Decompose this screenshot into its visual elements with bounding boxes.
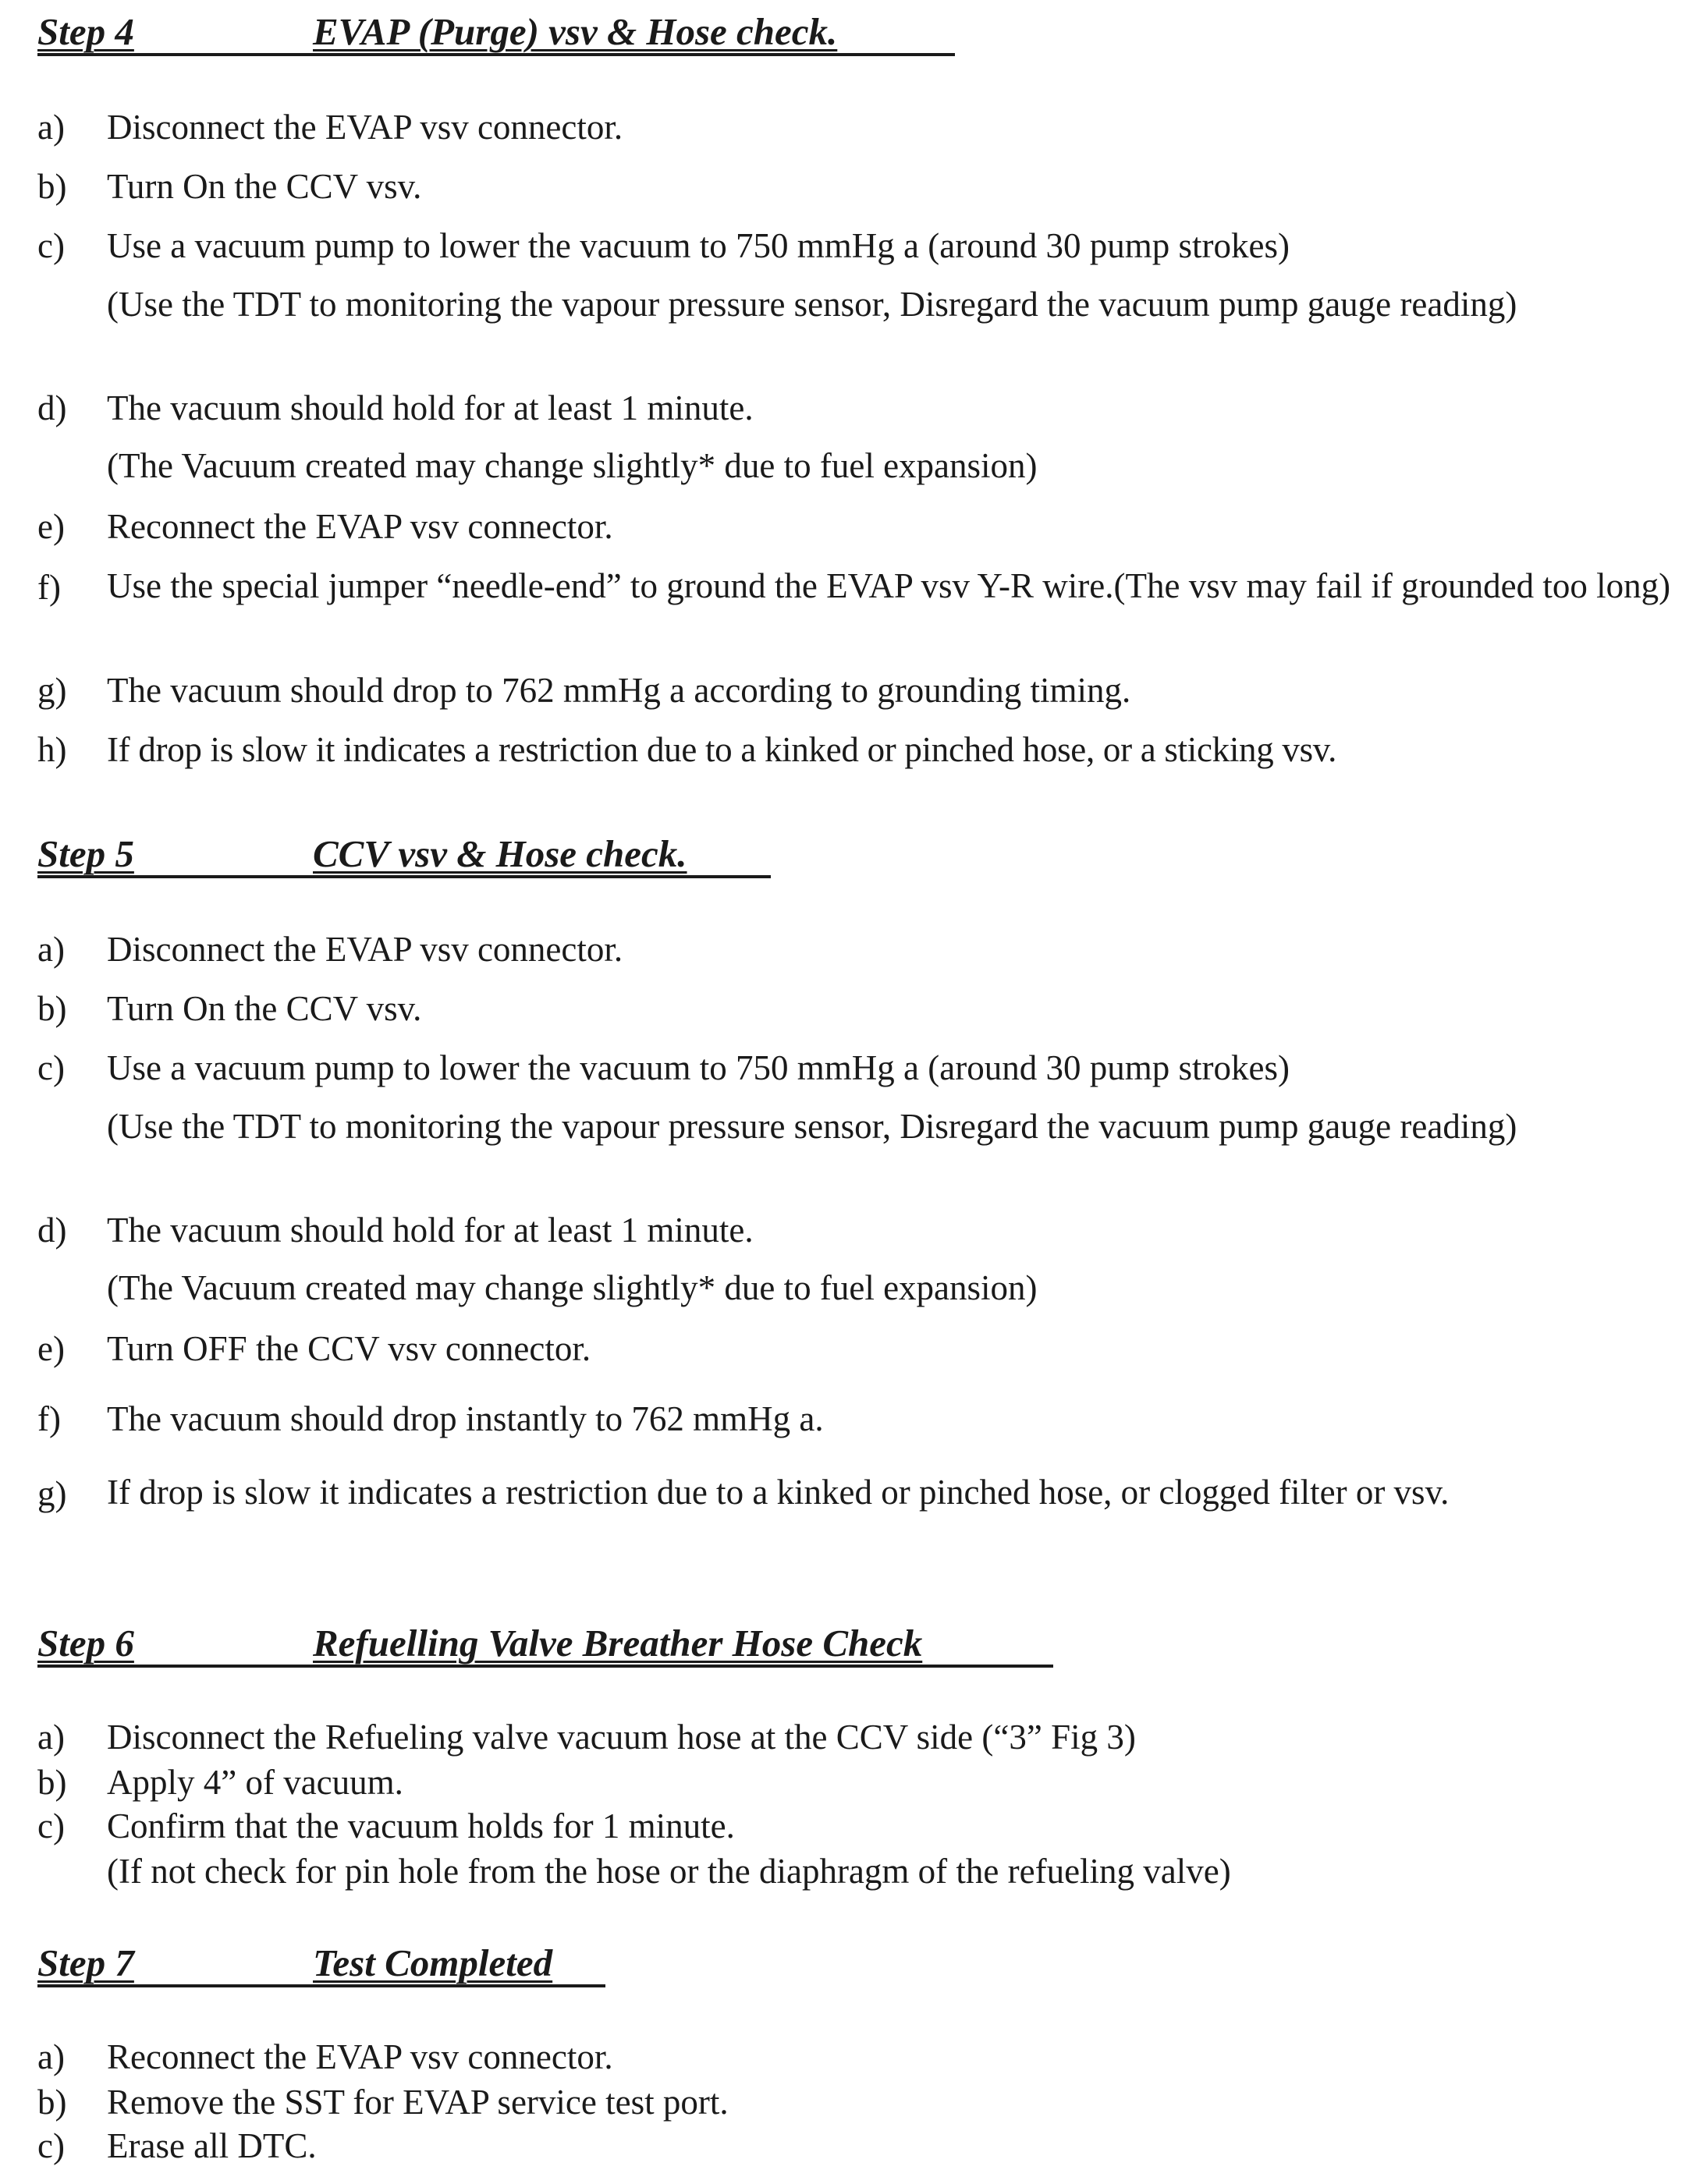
heading-underline	[37, 1984, 605, 1987]
item-text: Turn On the CCV vsv.	[107, 989, 422, 1028]
step-number: Step 5	[37, 832, 134, 875]
step-5-item-d	[37, 1207, 1684, 1310]
step-4-item-d	[37, 385, 1684, 488]
step-5-item-f	[37, 1396, 1684, 1441]
item-letter: c)	[37, 226, 65, 265]
item-text: The vacuum should drop instantly to 762 mmHg a.	[107, 1399, 824, 1438]
step-4-item-f	[37, 565, 1684, 607]
step-5-heading	[37, 828, 1130, 880]
step-7-heading	[37, 1938, 1130, 1989]
item-letter: a)	[37, 108, 65, 147]
item-text	[107, 1207, 1684, 1310]
step-7-item-b	[37, 2079, 1684, 2125]
item-letter: c)	[37, 1806, 65, 1845]
step-title: Refuelling Valve Breather Hose Check	[313, 1622, 923, 1665]
item-letter: h)	[37, 730, 67, 769]
step-4-item-a	[37, 105, 1684, 150]
item-letter: c)	[37, 1048, 65, 1087]
item-letter: d)	[37, 1211, 67, 1250]
step-6-heading	[37, 1618, 1130, 1669]
item-text: Reconnect the EVAP vsv connector.	[107, 507, 613, 546]
item-letter: e)	[37, 1329, 65, 1368]
step-4-heading	[37, 6, 1130, 58]
step-number: Step 4	[37, 10, 134, 53]
item-letter: b)	[37, 1763, 67, 1802]
item-text: Disconnect the EVAP vsv connector.	[107, 930, 623, 969]
step-number: Step 7	[37, 1941, 134, 1984]
item-text: The vacuum should drop to 762 mmHg a according to grounding timing.	[107, 671, 1131, 710]
step-title: EVAP (Purge) vsv & Hose check.	[313, 10, 838, 53]
item-main-text: The vacuum should hold for at least 1 minute.	[107, 1211, 754, 1250]
item-text: Disconnect the Refueling valve vacuum hose at the CCV side (“3” Fig 3)	[107, 1718, 1136, 1757]
item-text	[107, 385, 1684, 488]
step-7-item-a	[37, 2034, 1684, 2079]
step-4-item-b	[37, 164, 1684, 209]
item-note: (The Vacuum created may change slightly* due to fuel expansion)	[107, 1268, 1038, 1307]
heading-underline	[37, 1665, 1053, 1668]
item-letter: b)	[37, 989, 67, 1028]
item-text	[107, 223, 1684, 328]
step-6-item-c	[37, 1803, 1684, 1894]
item-text: Reconnect the EVAP vsv connector.	[107, 2037, 613, 2076]
item-letter: a)	[37, 930, 65, 969]
item-main-text: Use a vacuum pump to lower the vacuum to 750 mmHg a (around 30 pump strokes)	[107, 226, 1290, 265]
step-4-item-g	[37, 668, 1684, 713]
step-title: CCV vsv & Hose check.	[313, 832, 687, 875]
item-text: Turn On the CCV vsv.	[107, 167, 422, 206]
item-main-text: The vacuum should hold for at least 1 minute.	[107, 388, 754, 427]
step-5-item-g	[37, 1471, 1684, 1513]
item-text: Erase all DTC.	[107, 2126, 317, 2165]
step-title: Test Completed	[313, 1941, 553, 1984]
step-5-item-c	[37, 1045, 1684, 1150]
step-7-item-c	[37, 2123, 1684, 2168]
item-letter: e)	[37, 507, 65, 546]
step-5-item-e	[37, 1326, 1684, 1371]
item-letter: f)	[37, 1399, 61, 1438]
item-letter: g)	[37, 1474, 67, 1513]
step-4-item-c	[37, 223, 1684, 328]
item-letter: a)	[37, 2037, 65, 2076]
step-4-item-h	[37, 727, 1684, 772]
item-text: If drop is slow it indicates a restriction due to a kinked or pinched hose, or a sticking vsv.	[107, 730, 1337, 769]
item-letter: c)	[37, 2126, 65, 2165]
item-text	[107, 1045, 1684, 1150]
step-6-item-a	[37, 1714, 1684, 1760]
item-letter: d)	[37, 388, 67, 427]
item-letter: b)	[37, 167, 67, 206]
item-letter: f)	[37, 568, 61, 607]
item-letter: b)	[37, 2083, 67, 2122]
item-main-text: Use a vacuum pump to lower the vacuum to 750 mmHg a (around 30 pump strokes)	[107, 1048, 1290, 1087]
step-5-item-a	[37, 927, 1684, 972]
item-text: Apply 4” of vacuum.	[107, 1763, 403, 1802]
item-text: Disconnect the EVAP vsv connector.	[107, 108, 623, 147]
item-note: (Use the TDT to monitoring the vapour pressure sensor, Disregard the vacuum pump gauge reading)	[107, 1107, 1517, 1146]
item-text: Turn OFF the CCV vsv connector.	[107, 1329, 591, 1368]
item-note: (The Vacuum created may change slightly* due to fuel expansion)	[107, 446, 1038, 485]
item-letter: a)	[37, 1718, 65, 1757]
heading-underline	[37, 875, 771, 878]
item-text: If drop is slow it indicates a restriction due to a kinked or pinched hose, or clogged filter or vsv.	[107, 1473, 1450, 1512]
item-text	[107, 1803, 1684, 1894]
step-6-item-b	[37, 1760, 1684, 1805]
item-letter: g)	[37, 671, 67, 710]
item-text: Use the special jumper “needle-end” to ground the EVAP vsv Y-R wire.(The vsv may fail if grounded too long)	[107, 566, 1671, 605]
item-main-text: Confirm that the vacuum holds for 1 minute.	[107, 1806, 735, 1845]
item-text: Remove the SST for EVAP service test port.	[107, 2083, 729, 2122]
step-5-item-b	[37, 986, 1684, 1031]
heading-underline	[37, 53, 955, 56]
item-note: (If not check for pin hole from the hose or the diaphragm of the refueling valve)	[107, 1852, 1231, 1891]
step-number: Step 6	[37, 1622, 134, 1665]
step-4-item-e	[37, 504, 1684, 549]
item-note: (Use the TDT to monitoring the vapour pressure sensor, Disregard the vacuum pump gauge reading)	[107, 285, 1517, 324]
